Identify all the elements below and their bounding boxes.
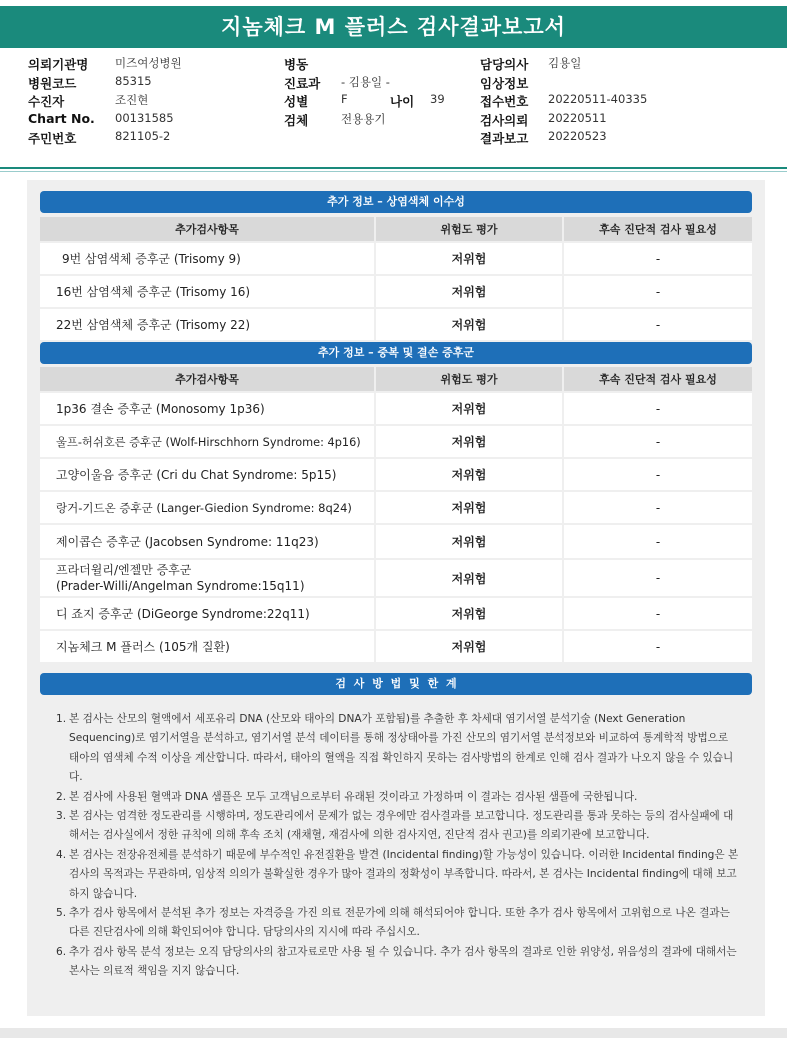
table-row — [40, 596, 752, 629]
row-item: 지놈체크 M 플러스 (105개 질환) — [40, 631, 376, 662]
info-label: 결과보고 — [480, 131, 529, 146]
note-number: 4. — [56, 848, 67, 861]
info-label: 접수번호 — [480, 94, 529, 109]
note-item — [56, 904, 740, 943]
row-item: 22번 삼염색체 증후군 (Trisomy 22) — [40, 309, 376, 340]
row-risk: 저위험 — [376, 243, 564, 274]
row-item-sub: (Prader-Willi/Angelman Syndrome:15q11) — [56, 579, 305, 593]
info-value: 20220511-40335 — [548, 92, 648, 106]
header-item: 추가검사항목 — [40, 217, 376, 241]
row-followup: - — [655, 401, 661, 416]
row-risk: 저위험 — [376, 560, 564, 596]
note-text: 본 검사는 산모의 혈액에서 세포유리 DNA (산모와 태아의 DNA가 포함됨)를 추출한 후 차세대 염기서열 분석기술 (Next Generation Sequencing)로 염기서열을 분석하고, 염기서열 분석 데이터를 통해 정상태아를 가진 산모의 염기서열 분석정보와 비교하여 통계학적 방법으로 태아의 염색체 수적 이상을 계산합니다. 따라서, 태아의 혈액을 직접 확인하지 못하는 검사방법의 한계로 인해 검사 결과가 나오지 않을 수 있습니다. — [69, 713, 734, 784]
table-autosomal — [40, 217, 752, 340]
age-value: 39 — [430, 92, 445, 106]
note-text: 본 검사는 전장유전체를 분석하기 때문에 부수적인 유전질환을 발견 (Incidental finding)할 가능성이 있습니다. 이러한 Incidental finding은 본 검사의 목적과는 무관하며, 임상적 의의가 불확실한 경우가 많아 결과의 정확성이 부족합니다. 따라서, 본 검사는 Incidental finding에 대해 보고하지 않습니다. — [69, 848, 739, 900]
info-label: 검체 — [284, 112, 309, 128]
note-text: 추가 검사 항목에서 분석된 추가 정보는 자격증을 가진 의료 전문가에 의해 해석되어야 합니다. 또한 추가 검사 항목에서 고위험으로 나온 결과는 다른 진단검사에 의해 확인되어야 합니다. 담당의사의 지시에 따라 주십시오. — [69, 907, 730, 939]
row-item: 프라더윌리/엔젤만 증후군 — [56, 563, 192, 577]
note-item — [56, 788, 740, 807]
age-label: 나이 — [390, 94, 415, 109]
table-row — [40, 241, 752, 274]
row-risk: 저위험 — [376, 426, 564, 457]
info-row — [28, 55, 768, 74]
row-followup: - — [655, 500, 661, 515]
info-value: 85315 — [115, 73, 152, 88]
header-risk: 위험도 평가 — [376, 217, 564, 241]
header-divider — [0, 167, 787, 169]
row-risk: 저위험 — [376, 459, 564, 490]
table-row — [40, 523, 752, 558]
info-value: 조진현 — [115, 93, 149, 107]
row-risk: 저위험 — [376, 309, 564, 340]
table-header — [40, 217, 752, 241]
info-label: 병원코드 — [28, 75, 77, 91]
row-risk: 저위험 — [376, 631, 564, 662]
info-value: 20220523 — [548, 129, 607, 143]
section-cnv-title: 추가 정보 – 중복 및 결손 증후군 — [40, 342, 752, 364]
section-methods-title: 검 사 방 법 및 한 계 — [40, 673, 752, 695]
note-item — [56, 710, 740, 788]
info-value: 821105-2 — [115, 129, 171, 143]
info-label: 주민번호 — [28, 131, 77, 146]
row-item: 1p36 결손 증후군 (Monosomy 1p36) — [40, 393, 376, 424]
table-header — [40, 367, 752, 391]
row-item: 16번 삼염색체 증후군 (Trisomy 16) — [40, 276, 376, 307]
row-item: 랑거-기드온 증후군 (Langer-Giedion Syndrome: 8q24) — [40, 492, 376, 523]
info-value: 미즈여성병원 — [115, 56, 182, 70]
patient-info — [28, 55, 768, 148]
row-followup: - — [655, 467, 661, 482]
header-followup: 후속 진단적 검사 필요성 — [599, 223, 717, 236]
header-item: 추가검사항목 — [40, 367, 376, 391]
table-cnv — [40, 367, 752, 662]
note-number: 1. — [56, 713, 67, 725]
row-followup: - — [655, 251, 661, 266]
info-value: 전용용기 — [341, 111, 386, 126]
row-risk: 저위험 — [376, 393, 564, 424]
row-item: 울프-허쉬호른 증후군 (Wolf-Hirschhorn Syndrome: 4p16) — [40, 426, 376, 457]
info-row — [28, 129, 768, 148]
info-label: 진료과 — [284, 75, 321, 91]
methods-notes — [56, 710, 740, 982]
table-row — [40, 307, 752, 340]
table-row — [40, 558, 752, 596]
info-value: 00131585 — [115, 110, 174, 125]
note-number: 6. — [56, 945, 67, 958]
row-followup: - — [655, 639, 661, 654]
header-divider-thin — [0, 171, 787, 172]
row-followup: - — [655, 434, 661, 449]
info-row — [28, 92, 768, 111]
note-number: 2. — [56, 790, 67, 803]
row-item: 9번 삼염색체 증후군 (Trisomy 9) — [40, 243, 376, 274]
info-label: 담당의사 — [480, 57, 529, 72]
note-text: 추가 검사 항목 분석 정보는 오직 담당의사의 참고자료로만 사용 될 수 있습니다. 추가 검사 항목의 결과로 인한 위양성, 위음성의 결과에 대해서는 본사는 의료적 책임을 지지 않습니다. — [69, 945, 737, 978]
note-item — [56, 807, 740, 846]
info-value: F — [341, 92, 348, 106]
row-item: 제이콥슨 증후군 (Jacobsen Syndrome: 11q23) — [40, 525, 376, 558]
row-risk: 저위험 — [376, 598, 564, 629]
info-label: 수진자 — [28, 94, 65, 109]
info-value: 20220511 — [548, 110, 607, 125]
row-risk: 저위험 — [376, 276, 564, 307]
info-label: 의뢰기관명 — [28, 57, 89, 72]
table-row — [40, 629, 752, 662]
info-value: - 김용일 - — [341, 74, 390, 89]
note-text: 본 검사에 사용된 혈액과 DNA 샘플은 모두 고객님으로부터 유래된 것이라고 가정하며 이 결과는 검사된 샘플에 국한됩니다. — [69, 790, 638, 803]
header-risk: 위험도 평가 — [376, 367, 564, 391]
note-text: 본 검사는 엄격한 정도관리를 시행하며, 정도관리에서 문제가 없는 경우에만 검사결과를 보고합니다. 정도관리를 통과 못하는 등의 검사실패에 대해서는 검사실에서 정한 규칙에 의해 후속 조치 (재채혈, 재검사에 의한 검사지연, 진단적 검사 권고)를 의뢰기관에 보고합니다. — [69, 810, 734, 842]
info-value: 김용일 — [548, 56, 582, 70]
section-autosomal-title: 추가 정보 – 상염색체 이수성 — [40, 191, 752, 213]
row-item: 고양이울음 증후군 (Cri du Chat Syndrome: 5p15) — [40, 459, 376, 490]
header-followup: 후속 진단적 검사 필요성 — [599, 373, 717, 386]
row-item: 디 죠지 증후군 (DiGeorge Syndrome:22q11) — [40, 598, 376, 629]
info-label: Chart No. — [28, 110, 95, 126]
report-title: 지놈체크 M 플러스 검사결과보고서 — [0, 6, 787, 48]
row-followup: - — [655, 571, 661, 585]
info-label: 임상정보 — [480, 75, 529, 91]
table-row — [40, 490, 752, 523]
row-followup: - — [655, 534, 661, 549]
info-row — [28, 74, 768, 93]
row-followup: - — [655, 317, 661, 332]
info-label: 성별 — [284, 94, 309, 109]
table-row — [40, 457, 752, 490]
info-label: 병동 — [284, 57, 309, 72]
info-label: 검사의뢰 — [480, 112, 529, 128]
note-number: 3. — [56, 810, 67, 823]
note-item — [56, 943, 740, 982]
row-risk: 저위험 — [376, 492, 564, 523]
row-item-multiline — [40, 560, 376, 596]
table-row — [40, 391, 752, 424]
note-number: 5. — [56, 907, 67, 920]
row-followup: - — [655, 606, 661, 621]
info-row — [28, 111, 768, 130]
row-risk: 저위험 — [376, 525, 564, 558]
table-row — [40, 424, 752, 457]
bottom-strip — [0, 1028, 787, 1038]
row-followup: - — [655, 284, 661, 299]
note-item — [56, 846, 740, 904]
table-row — [40, 274, 752, 307]
